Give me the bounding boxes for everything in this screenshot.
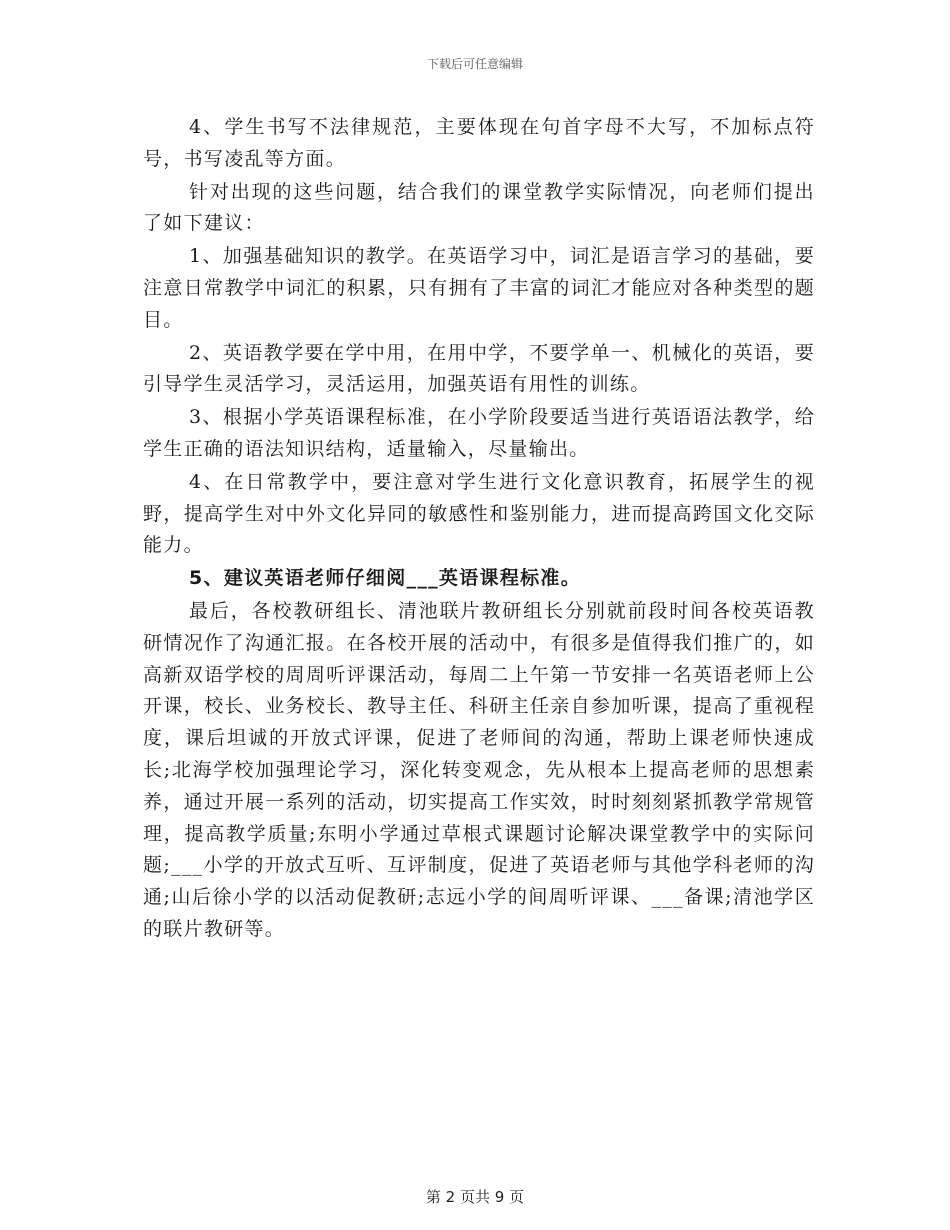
- paragraph-intro-suggestions: 针对出现的这些问题，结合我们的课堂教学实际情况，向老师们提出了如下建议：: [143, 180, 815, 235]
- paragraph-suggestion-2: 2、英语教学要在学中用，在用中学，不要学单一、机械化的英语，要引导学生灵活学习，灵活运用，加强英语有用性的训练。: [143, 341, 815, 396]
- paragraph-suggestion-5: 5、建议英语老师仔细阅___英语课程标准。: [189, 567, 582, 590]
- paragraph-summary: 最后，各校教研组长、清池联片教研组长分别就前段时间各校英语教研情况作了沟通汇报。在各校开展的活动中，有很多是值得我们推广的，如高新双语学校的周周听评课活动，每周二上午第一节安排一名英语老师上公开课，校长、业务校长、教导主任、科研主任亲自参加听课，提高了重视程度，课后坦诚的开放式评课，促进了老师间的沟通，帮助上课老师快速成长;北海学校加强理论学习，深化转变观念，先从根本上提高老师的思想素养，通过开展一系列的活动，切实提高工作实效，时时刻刻紧抓教学常规管理，提高教学质量;东明小学通过草根式课题讨论解决课堂教学中的实际问题;___小学的开放式互听、互评制度，促进了英语老师与其他学科老师的沟通;山后徐小学的以活动促教研;志远小学的间周听评课、___备课;清池学区的联片教研等。: [143, 599, 815, 940]
- paragraph-item-4-writing: 4、学生书写不法律规范，主要体现在句首字母不大写，不加标点符号，书写凌乱等方面。: [143, 116, 815, 170]
- page-footer: 第 2 页共 9 页: [425, 1188, 525, 1206]
- paragraph-suggestion-4: 4、在日常教学中，要注意对学生进行文化意识教育，拓展学生的视野，提高学生对中外文化异同的敏感性和鉴别能力，进而提高跨国文化交际能力。: [143, 470, 815, 557]
- document-body: [143, 112, 815, 947]
- paragraph-suggestion-3: 3、根据小学英语课程标准，在小学阶段要适当进行英语语法教学，给学生正确的语法知识结构，适量输入，尽量输出。: [143, 406, 815, 460]
- page-header: 下载后可任意编辑: [426, 57, 523, 71]
- paragraph-suggestion-1: 1、加强基础知识的教学。在英语学习中，词汇是语言学习的基础，要注意日常教学中词汇的积累，只有拥有了丰富的词汇才能应对各种类型的题目。: [143, 245, 815, 331]
